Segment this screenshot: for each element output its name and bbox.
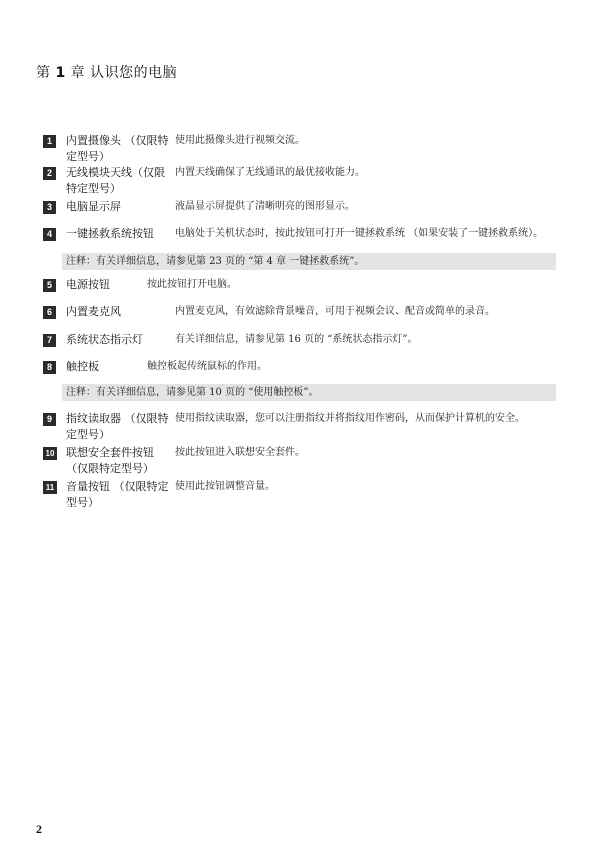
item-term: 一键拯救系统按钮 bbox=[66, 227, 154, 240]
item-term: 内置麦克风 bbox=[66, 305, 121, 318]
item-number-badge: 5 bbox=[43, 279, 56, 292]
item-description: 有关详细信息，请参见第 16 页的 “系统状态指示灯”。 bbox=[175, 334, 418, 345]
item-description: 使用此按钮调整音量。 bbox=[175, 481, 275, 492]
item-number-badge: 6 bbox=[43, 306, 56, 319]
item-term: 联想安全套件按钮（仅限特定型号） bbox=[66, 446, 154, 475]
item-description: 液晶显示屏提供了清晰明亮的图形显示。 bbox=[175, 201, 355, 212]
item-number-badge: 9 bbox=[43, 413, 56, 426]
item-term: 电脑显示屏 bbox=[66, 200, 121, 213]
item-description: 按此按钮打开电脑。 bbox=[147, 279, 237, 290]
item-number-badge: 7 bbox=[43, 334, 56, 347]
item-term: 系统状态指示灯 bbox=[66, 333, 143, 346]
item-term: 无线模块天线（仅限特定型号） bbox=[66, 166, 165, 195]
item-term: 音量按钮 （仅限特定型号） bbox=[66, 480, 169, 509]
item-number-badge: 11 bbox=[43, 481, 57, 494]
item-number-badge: 3 bbox=[43, 201, 56, 214]
item-description: 电脑处于关机状态时，按此按钮可打开一键拯救系统 （如果安装了一键拯救系统）。 bbox=[175, 228, 544, 239]
note-label: 注释： bbox=[66, 256, 96, 267]
item-description: 内置天线确保了无线通讯的最优接收能力。 bbox=[175, 167, 365, 178]
chapter-name: 章 认识您的电脑 bbox=[70, 65, 178, 81]
item-description: 触控板起传统鼠标的作用。 bbox=[147, 361, 267, 372]
item-number-badge: 8 bbox=[43, 361, 56, 374]
chapter-prefix: 第 bbox=[36, 65, 51, 81]
page-number: 2 bbox=[36, 822, 42, 836]
item-term: 触控板 bbox=[66, 360, 99, 373]
note-box bbox=[62, 384, 556, 401]
note-box bbox=[62, 253, 556, 270]
chapter-title bbox=[36, 62, 177, 82]
note-text: 有关详细信息，请参见第 23 页的 “第 4 章 一键拯救系统”。 bbox=[96, 256, 365, 267]
note-label: 注释： bbox=[66, 387, 96, 398]
item-number-badge: 2 bbox=[43, 167, 56, 180]
item-description: 内置麦克风，有效滤除背景噪音，可用于视频会议、配音或简单的录音。 bbox=[175, 306, 495, 317]
chapter-number: 1 bbox=[55, 65, 66, 81]
item-number-badge: 4 bbox=[43, 228, 56, 241]
item-description: 按此按钮进入联想安全套件。 bbox=[175, 447, 305, 458]
item-description: 使用指纹读取器，您可以注册指纹并将指纹用作密码，从而保护计算机的安全。 bbox=[175, 413, 525, 424]
item-term: 电源按钮 bbox=[66, 278, 110, 291]
item-term: 内置摄像头 （仅限特定型号） bbox=[66, 134, 169, 163]
item-description: 使用此摄像头进行视频交流。 bbox=[175, 135, 305, 146]
item-number-badge: 1 bbox=[43, 135, 56, 148]
item-number-badge: 10 bbox=[43, 447, 57, 460]
note-text: 有关详细信息，请参见第 10 页的 “使用触控板”。 bbox=[96, 387, 319, 398]
item-term: 指纹读取器 （仅限特定型号） bbox=[66, 412, 169, 441]
